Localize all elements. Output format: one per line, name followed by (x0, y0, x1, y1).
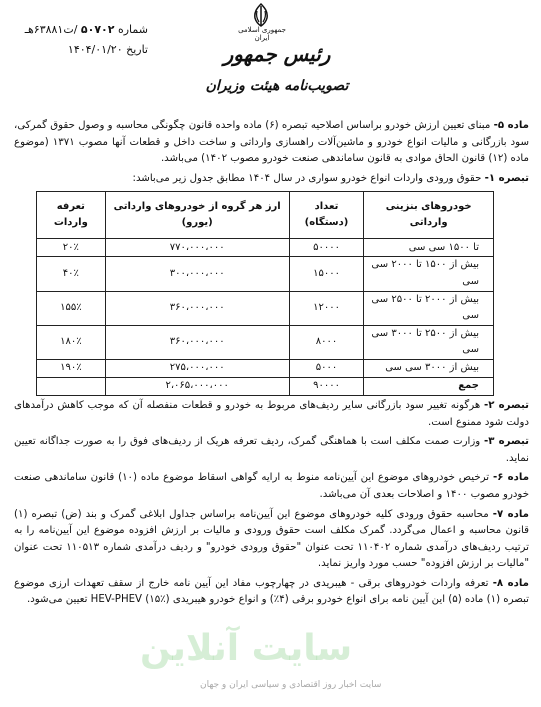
cell-count: ۱۵۰۰۰ (289, 257, 364, 291)
president-title: رئیس جمهور (223, 42, 331, 66)
emblem-icon (248, 2, 274, 28)
document-body (14, 118, 529, 612)
article-8-text: تعرفه واردات خودروهای برقی - هیبریدی در چهارچوب مفاد این آیین نامه خارج از سقف تعهدات ارزی موضوع تبصره (۱) ماده (۵) این آیین نامه برای انواع خودرو برقی (۴٪) و انواع خودرو هیبریدی HEV-PHEV (۱۵٪) تعیین می‌شود. (14, 577, 529, 606)
cell-tariff: ۴۰٪ (37, 257, 106, 291)
resolution-title: تصویب‌نامه هیئت وزیران (205, 78, 349, 94)
cell-count: ۸۰۰۰ (289, 325, 364, 359)
number-value: ۵۰۷۰۲ (80, 23, 115, 36)
table-row (37, 291, 494, 325)
total-label: جمع (364, 377, 494, 395)
republic-label: جمهوری اسلامی ایران (238, 26, 286, 42)
cell-category: تا ۱۵۰۰ سی سی (364, 239, 494, 257)
header-tariff: تعرفه واردات (37, 192, 106, 239)
cell-tariff: ۱۵۵٪ (37, 291, 106, 325)
letter-meta (8, 20, 148, 60)
cell-tariff: ۱۹۰٪ (37, 359, 106, 377)
cell-category: بیش از ۲۰۰۰ تا ۲۵۰۰ سی سی (364, 291, 494, 325)
note-2-text: هرگونه تغییر سود بازرگانی سایر ردیف‌های مربوط به خودرو و قطعات منفصله آن که موجب کاهش درآمدهای دولت شود ممنوع است. (14, 399, 529, 428)
total-tariff (37, 377, 106, 395)
header-category: خودروهای بنزینی وارداتی (364, 192, 494, 239)
note-2 (14, 398, 529, 431)
date-label: تاریخ (126, 43, 148, 56)
article-6-text: ترخیص خودروهای موضوع این آیین‌نامه منوط به ارایه گواهی اسقاط موضوع ماده (۱۰) قانون ساماندهی صنعت خودرو مصوب ۱۴۰۰ و اصلاحات بعدی آن می‌باشد. (14, 472, 529, 500)
article-5-label: ماده ۵- (493, 120, 529, 131)
article-8 (14, 576, 529, 609)
note-1-label: تبصره ۱- (484, 172, 529, 184)
number-label: شماره (117, 23, 148, 36)
table-row (37, 325, 494, 359)
note-1-text: حقوق ورودی واردات انواع خودرو سواری در سال ۱۴۰۴ مطابق جدول زیر می‌باشد: (132, 172, 482, 184)
watermark-brand: سایت آنلاین (140, 628, 353, 669)
header-currency: ارز هر گروه از خودروهای وارداتی (یورو) (105, 192, 289, 239)
cell-category: بیش از ۳۰۰۰ سی سی (364, 359, 494, 377)
total-currency: ۲،۰۶۵،۰۰۰،۰۰۰ (105, 377, 289, 395)
cell-currency: ۷۷۰،۰۰۰،۰۰۰ (105, 239, 289, 257)
watermark-tagline: سایت اخبار روز اقتصادی و سیاسی ایران و جهان (200, 680, 382, 690)
table-header-row (37, 192, 494, 239)
cell-currency: ۲۷۵،۰۰۰،۰۰۰ (105, 359, 289, 377)
header-count: تعداد (دستگاه) (289, 192, 364, 239)
cell-count: ۵۰۰۰۰ (289, 239, 364, 257)
article-8-label: ماده ۸- (492, 577, 529, 589)
article-5-text: مبنای تعیین ارزش خودرو براساس اصلاحیه تبصره (۶) ماده واحده قانون چگونگی محاسبه و وصول حقوق گمرکی، سود بازرگانی و مالیات انواع خودرو و ماشین‌آلات راهسازی وارداتی و ساخت داخل و قطعات آنها مصوب ۱۳۷۱ (موضوع ماده (۱۲) قانون الحاق موادی به قانون ساماندهی صنعت خودرو مصوب ۱۴۰۲) می‌باشد. (14, 120, 529, 165)
note-3-text: وزارت صمت مکلف است با هماهنگی گمرک، ردیف تعرفه هریک از ردیف‌های فوق را به صورت جداگانه تعیین نماید. (14, 436, 529, 464)
import-tariff-table (36, 191, 494, 396)
letter-number-line (8, 20, 148, 40)
reference-code: /ت۶۳۸۸۱هـ (24, 23, 78, 36)
table-row (37, 257, 494, 291)
cell-count: ۱۲۰۰۰ (289, 291, 364, 325)
letter-date-line (8, 40, 148, 60)
cell-currency: ۳۶۰،۰۰۰،۰۰۰ (105, 325, 289, 359)
article-5 (14, 118, 529, 168)
article-7-label: ماده ۷- (492, 508, 529, 520)
article-7 (14, 507, 529, 573)
cell-count: ۵۰۰۰ (289, 359, 364, 377)
cell-category: بیش از ۲۵۰۰ تا ۳۰۰۰ سی سی (364, 325, 494, 359)
cell-tariff: ۱۸۰٪ (37, 325, 106, 359)
date-value: ۱۴۰۴/۰۱/۲۰ (67, 43, 123, 56)
table-total-row (37, 377, 494, 395)
total-count: ۹۰۰۰۰ (289, 377, 364, 395)
article-6-label: ماده ۶- (493, 472, 530, 484)
article-6 (14, 470, 529, 503)
note-1 (14, 171, 529, 188)
cell-category: بیش از ۱۵۰۰ تا ۲۰۰۰ سی سی (364, 257, 494, 291)
note-3 (14, 434, 529, 467)
cell-currency: ۳۶۰،۰۰۰،۰۰۰ (105, 291, 289, 325)
cell-tariff: ۲۰٪ (37, 239, 106, 257)
table-row (37, 239, 494, 257)
table-row (37, 359, 494, 377)
article-7-text: محاسبه حقوق ورودی کلیه خودروهای موضوع این آیین‌نامه براساس جداول ابلاغی گمرک و بند (ض) تبصره (۱) قانون محاسبه و اعمال می‌گردد. گمرک مکلف است حقوق ورودی و مالیات بر ارزش افزوده موضوع این آیین‌نامه را به ترتیب ردیف‌های درآمدی شماره ۱۱۰۴۰۲ تحت عنوان "حقوق ورودی خودرو" و ردیف درآمدی شماره ۱۱۰۵۱۳ تحت عنوان "مالیات بر ارزش افزوده" حسب مورد واریز نماید. (14, 508, 529, 570)
note-2-label: تبصره ۲- (484, 399, 529, 411)
cell-currency: ۳۰۰،۰۰۰،۰۰۰ (105, 257, 289, 291)
note-3-label: تبصره ۳- (484, 436, 529, 448)
